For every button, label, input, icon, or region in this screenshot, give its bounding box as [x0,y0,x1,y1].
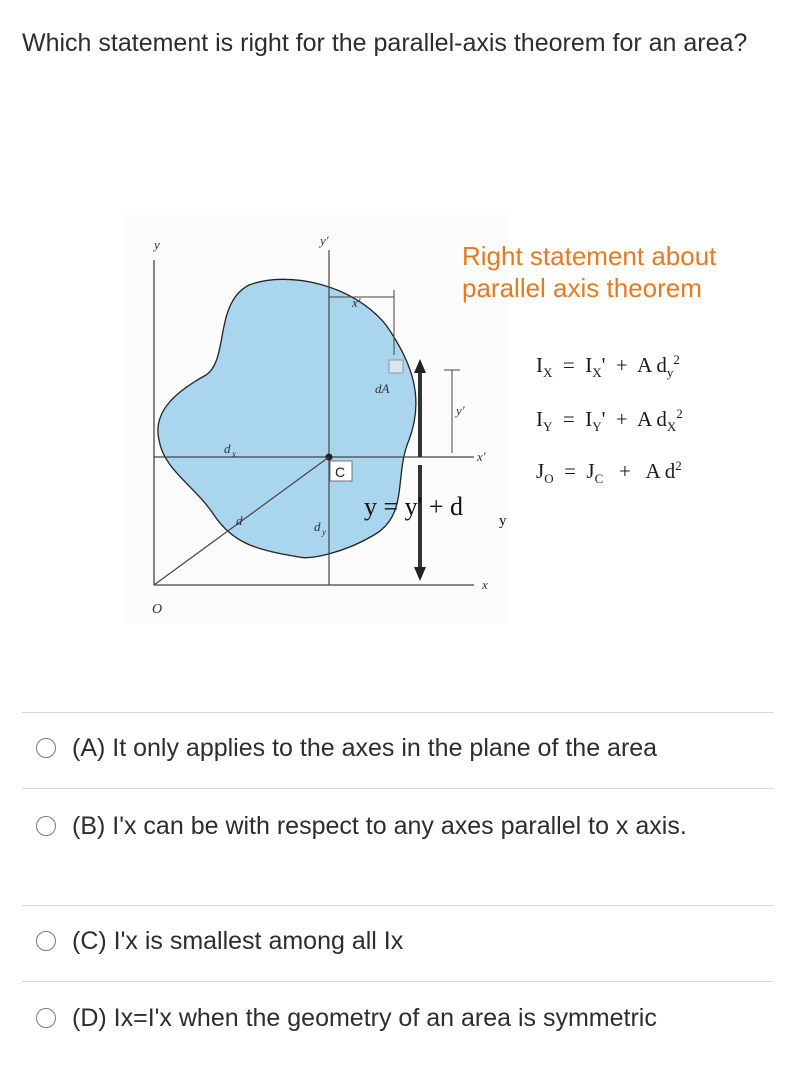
radio-option-a[interactable] [36,738,56,758]
figure-title: Right statement about parallel axis theorem [462,241,717,303]
equation-iy: $I_Y = I_Y' + A$ $d_X^2$ [536,406,683,435]
divider [22,788,774,789]
question-text: Which statement is right for the parallel-axis theorem for an area? [22,29,748,57]
option-b[interactable] [36,806,766,847]
dy-label: d [314,519,321,534]
x-prime-axis-label: x' [477,449,486,464]
x-prime-top-label: x' [352,295,361,310]
x-axis-label: x [482,577,488,592]
divider [22,905,774,906]
dx-subscript: x [232,449,236,459]
y-prime-dim-label: y' [456,403,465,418]
option-c[interactable] [36,921,766,962]
option-a[interactable] [36,728,766,769]
y-prime-axis-label: y' [320,233,329,248]
dx-label: d [224,441,231,456]
option-d-label: (D) Ix=I'x when the geometry of an area is symmetric [72,1004,657,1032]
divider [22,712,774,713]
origin-label: O [152,602,163,617]
radio-option-b[interactable] [36,816,56,836]
option-c-label: (C) I'x is smallest among all Ix [72,927,404,955]
d-label: d [236,513,243,528]
relation-text: y = y' + d [364,492,464,521]
centroid-label: C [335,464,346,480]
dy-arrow-down [414,567,426,581]
dy-subscript: y [322,527,326,537]
parallel-axis-figure [124,215,508,623]
figure-diagram [124,215,508,623]
option-d[interactable] [36,998,766,1039]
relation-subscript: y [499,513,507,529]
y-axis-label: y [154,237,160,252]
option-a-label: (A) It only applies to the axes in the plane of the area [72,734,658,762]
divider [22,981,774,982]
radio-option-d[interactable] [36,1008,56,1028]
equation-ix: $I_X = I_X' + A$ $d_y^2$ [536,352,680,381]
da-element [389,360,403,373]
radio-option-c[interactable] [36,931,56,951]
option-b-label: (B) I'x can be with respect to any axes parallel to x axis. [72,812,687,840]
da-label: dA [375,381,390,396]
y-prime-arrow-up [414,359,426,373]
equation-jo: $J_O = J_C$ + A $d^2$ [536,458,682,487]
